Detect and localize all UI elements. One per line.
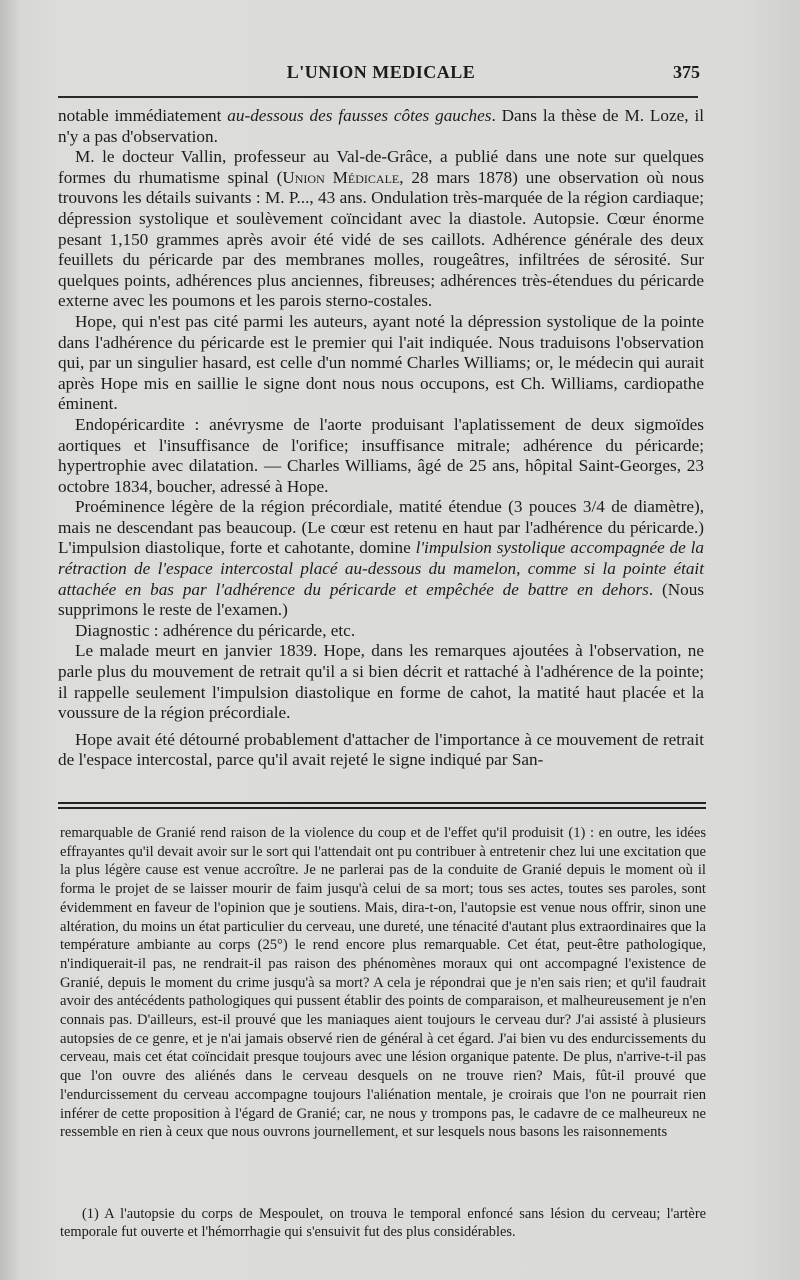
header-rule	[58, 96, 698, 98]
paragraph-1	[58, 106, 704, 147]
italic-run: l'impulsion systolique accompagnée de la rétraction de l'espace intercostal placé au-dessous du mamelon, comme si la pointe était attachée en bas par l'adhérence du péricarde et empêchée de battre en dehors	[58, 538, 705, 599]
paragraph-8: Hope avait été détourné probablement d'attacher de l'importance à ce mouvement de retrait de l'espace intercostal, parce qu'il avait rejeté le signe indiqué par San-	[58, 729, 704, 770]
paragraph-3: Hope, qui n'est pas cité parmi les auteurs, ayant noté la dépression systolique de la pointe dans l'adhérence du péricarde est le premier qui l'ait indiquée. Nous traduisons l'observation qui, par un singulier hasard, est celle d'un nommé Charles Williams; or, le médecin qui aurait après Hope mis en saillie le signe dont nous nous occupons, est Ch. Williams, cardiopathe éminent.	[58, 311, 704, 414]
paragraph-7: Le malade meurt en janvier 1839. Hope, dans les remarques ajoutées à l'observation, ne parle plus du mouvement de retrait qu'il a si bien décrit et rattaché à l'adhérence de la pointe; il rappelle seulement l'impulsion diastolique en forme de cahot, la matité haut placée et la voussure de la région précordiale.	[58, 641, 704, 723]
footnote	[60, 1206, 706, 1241]
divider-line	[58, 807, 706, 809]
running-title: L'UNION MEDICALE	[286, 62, 476, 82]
page-header	[58, 62, 704, 88]
text-run: . (Nous supprimons le reste de l'examen.)	[58, 579, 705, 620]
small-caps-run: Union Médicale	[282, 167, 400, 187]
section-divider	[58, 802, 706, 811]
text-run: Proéminence légère de la région précordiale, matité étendue (3 pouces 3/4 de diamètre), mais ne descendant pas beaucoup. (Le cœur est retenu en haut par l'adhérence du péricarde.) L'impulsion diastolique, forte et cahotante, domine	[58, 497, 704, 558]
paragraph-2	[58, 147, 704, 312]
paragraph-5	[58, 497, 704, 621]
text-run: , 28 mars 1878) une observation où nous trouvons les détails suivants : M. P..., 43 ans. Ondulation très-marquée de la région cardiaque; dépression systolique et soulèvement coïncidant avec la diastole. Autopsie. Cœur énorme pesant 1,150 grammes après avoir été vidé de ses caillots. Adhérence générale des deux feuillets du péricarde par des membranes molles, rougeâtres, infiltrées de sérosité. Sur quelques points, adhérences plus anciennes, fibreuses; adhérences très-étendues du péricarde externe avec les poumons et les parois sterno-costales.	[58, 167, 705, 311]
note-paragraph: remarquable de Granié rend raison de la violence du coup et de l'effet qu'il produisit (1) : en outre, les idées effrayantes qu'il devait avoir sur le sort qui l'attendait ont pu contribuer à entretenir chez lui une excitation que la plus légère cause est venue accroître. Je ne parlerai pas de la conduite de Granié depuis le moment où il forma le projet de se laisser mourir de faim jusqu'à celui de sa mort; tous ses actes, toutes ses paroles, sont évidemment en faveur de l'opinion que je soutiens. Mais, dira-t-on, l'autopsie est venue nous offrir, sinon une altération, du moins un état particulier du cerveau, une dureté, une ténacité d'autant plus extraordinaires que la température ambiante au corps (25°) le rend encore plus remarquable. Cet état, peut-être pathologique, n'indiquerait-il pas, ne rendrait-il pas raison des phénomènes moraux qui ont accompagné l'existence de Granié, depuis le moment du crime jusqu'à sa mort? A cela je répondrai que je n'en sais rien; et qu'il faudrait avoir des antécédents pathologiques qui pussent établir des points de comparaison, et malheureusement je n'en connais pas. D'ailleurs, est-il prouvé que les maniaques aient toujours le cerveau dur? J'ai assisté à plusieurs autopsies de ce genre, et je n'ai jamais observé rien de général à cet égard. J'ai bien vu des endurcissements du cerveau, mais cet état coïncidait presque toujours avec une lésion organique patente. De plus, n'arrive-t-il pas que l'on ouvre des aliénés dans le cerveau desquels on ne trouve rien? Mais, fût-il prouvé que l'endurcissement du cerveau accompagne toujours l'aliénation mentale, je croirais que l'on ne pourrait rien inférer de cette proposition à l'égard de Granié; car, ne nous y trompons pas, le cadavre de ce malheureux ne ressemble en rien à ceux que nous ouvrons journellement, et sur lesquels nous basons les raisonnements	[60, 825, 706, 1141]
divider-line	[58, 802, 706, 804]
paragraph-4: Endopéricardite : anévrysme de l'aorte produisant l'aplatissement de deux sigmoïdes aortiques et l'insuffisance de l'orifice; insuffisance mitrale; adhérence du péricarde; hypertrophie avec dilatation. — Charles Williams, âgé de 25 ans, hôpital Saint-Georges, 23 octobre 1834, boucher, adressé à Hope.	[58, 414, 704, 496]
text-run: . Dans la thèse de M. Loze, il n'y a pas d'observation.	[58, 106, 705, 146]
page-number: 375	[673, 62, 700, 82]
footnote-paragraph: (1) A l'autopsie du corps de Mespoulet, on trouva le temporal enfoncé sans lésion du cerveau; l'artère temporale fut ouverte et l'hémorrhagie qui s'ensuivit fut des plus considérables.	[60, 1206, 706, 1240]
text-run: notable immédiatement	[58, 106, 228, 125]
text-run: M. le docteur Vallin, professeur au Val-de-Grâce, a publié dans une note sur quelques formes du rhumatisme spinal (	[58, 147, 704, 187]
paragraph-6: Diagnostic : adhérence du péricarde, etc.	[75, 620, 356, 640]
main-text	[58, 106, 704, 771]
italic-run: au-dessous des fausses côtes gauches	[227, 106, 492, 125]
continued-note	[60, 824, 706, 1142]
